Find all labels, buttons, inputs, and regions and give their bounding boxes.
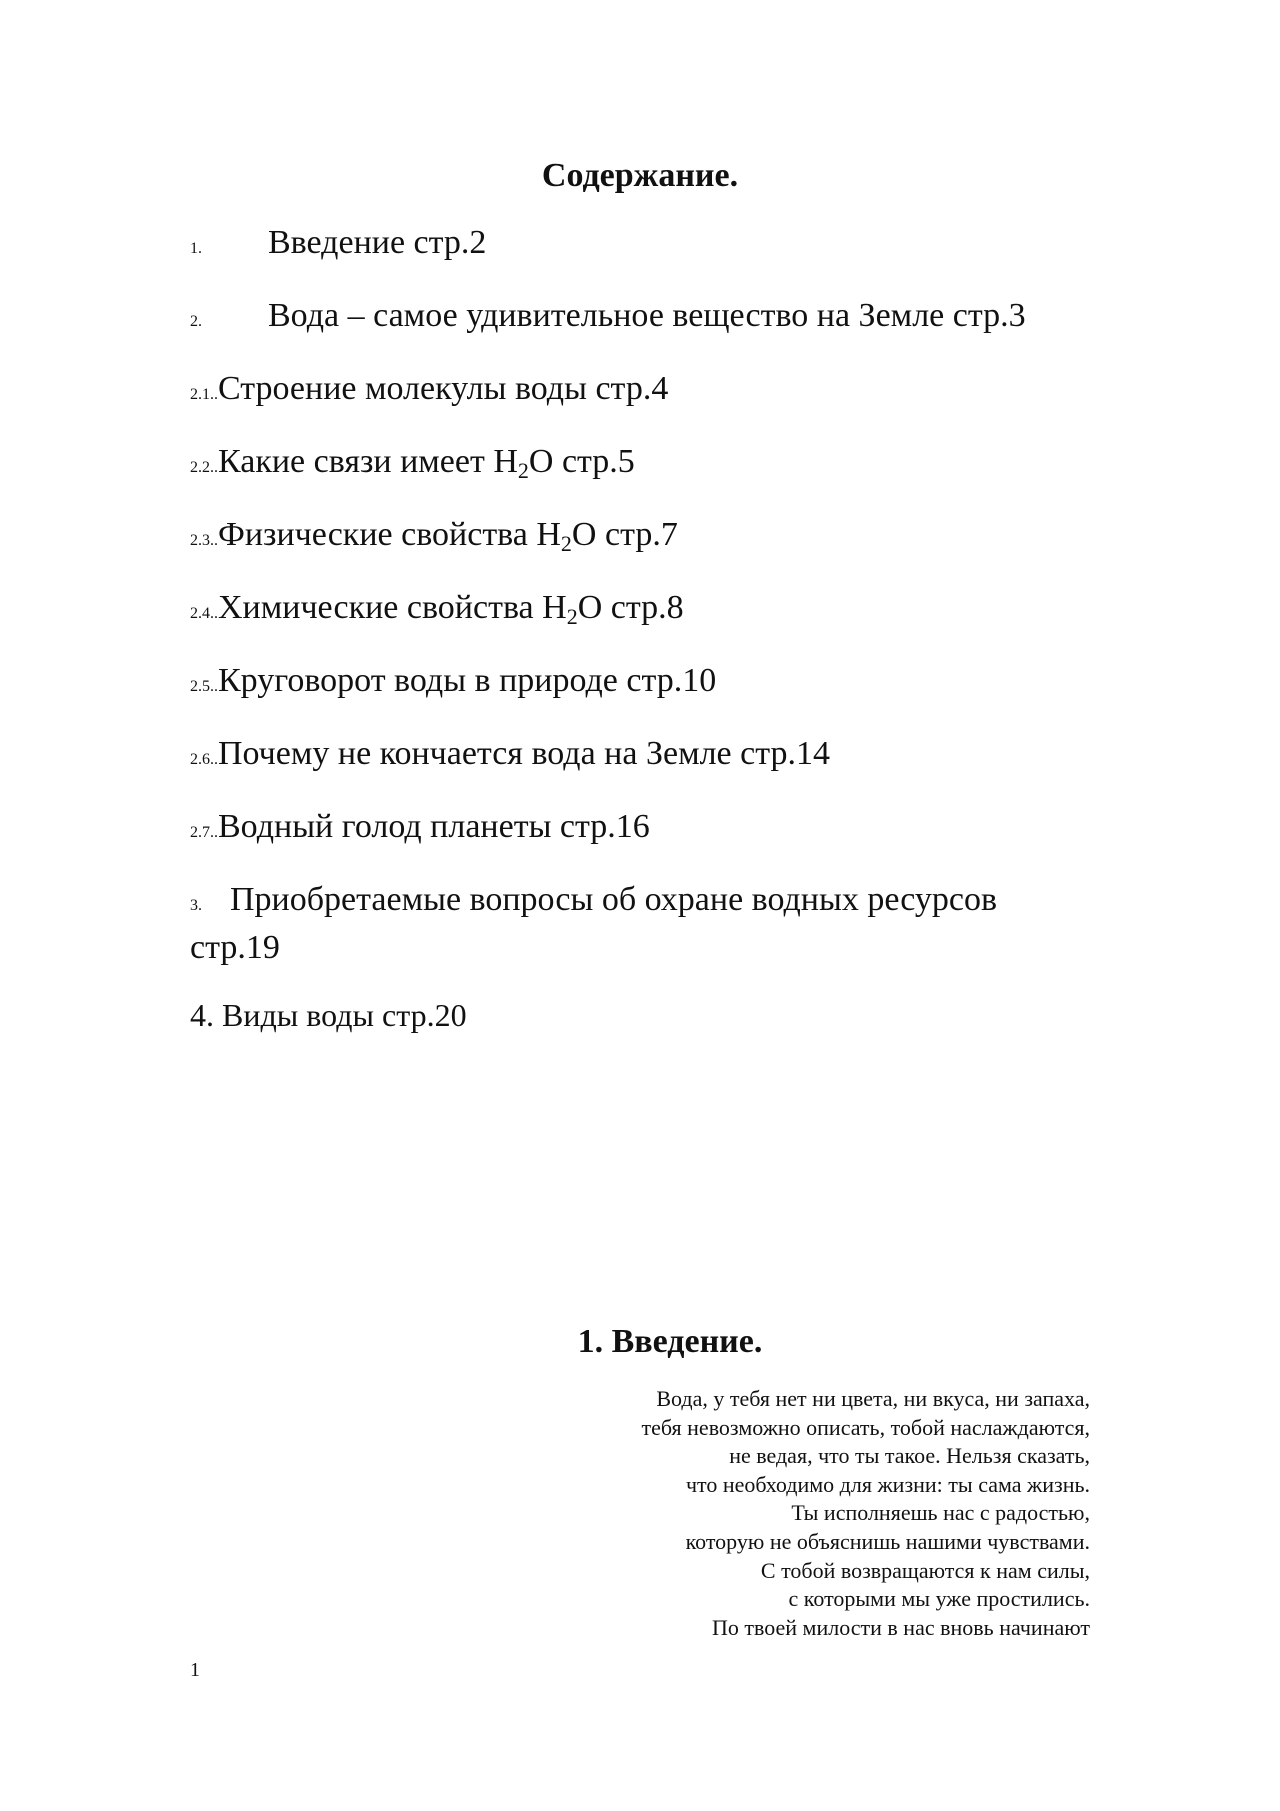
- epigraph: [450, 1385, 1090, 1642]
- toc-item: [190, 368, 1090, 416]
- toc-item-number: 2.5..: [190, 678, 218, 695]
- toc-list: [190, 222, 1090, 1061]
- toc-item-number: 2.3..: [190, 532, 218, 549]
- toc-item-number: 2.4..: [190, 605, 218, 622]
- toc-item-text: Приобретаемые вопросы об охране водных ресурсов стр.19: [190, 881, 998, 966]
- epigraph-line: с которыми мы уже простились.: [788, 1586, 1090, 1612]
- epigraph-line: Ты исполняешь нас с радостью,: [791, 1500, 1090, 1526]
- subscript: 2: [560, 531, 572, 556]
- epigraph-line: С тобой возвращаются к нам силы,: [760, 1557, 1090, 1583]
- toc-item: [190, 587, 1090, 635]
- toc-title: Содержание.: [541, 157, 739, 194]
- toc-item-text-end: O стр.5: [528, 443, 635, 480]
- page-number: 1: [190, 1659, 200, 1681]
- toc-item: [190, 994, 1090, 1036]
- epigraph-line: Вода, у тебя нет ни цвета, ни вкуса, ни запаха,: [656, 1386, 1090, 1411]
- toc-item: [190, 222, 1090, 270]
- epigraph-line: тебя невозможно описать, тобой наслаждаются,: [641, 1414, 1090, 1440]
- toc-item: [190, 806, 1090, 854]
- toc-item-text: Строение молекулы воды стр.4: [218, 370, 669, 407]
- epigraph-line: По твоей милости в нас вновь начинают: [712, 1614, 1090, 1640]
- toc-item-number: 2.: [190, 313, 202, 330]
- section-title: 1. Введение.: [577, 1323, 763, 1360]
- toc-item-text: Круговорот воды в природе стр.10: [218, 662, 717, 699]
- epigraph-line: что необходимо для жизни: ты сама жизнь.: [685, 1471, 1090, 1497]
- toc-item-number: 2.2..: [190, 459, 218, 476]
- toc-item-number: 1.: [190, 240, 202, 257]
- subscript: 2: [566, 604, 578, 629]
- toc-item-number: 2.7..: [190, 824, 218, 841]
- toc-item-number: 2.6..: [190, 751, 218, 768]
- toc-item-text: 4. Виды воды стр.20: [190, 997, 467, 1033]
- toc-item: [190, 733, 1090, 781]
- epigraph-line: которую не объяснишь нашими чувствами.: [685, 1528, 1090, 1554]
- toc-item: [190, 441, 1090, 489]
- toc-item: [190, 514, 1090, 562]
- toc-item-number: 3.: [190, 897, 202, 914]
- toc-item-text-end: O стр.7: [571, 516, 678, 553]
- toc-item: [190, 295, 1090, 343]
- toc-item-number: 2.1..: [190, 386, 218, 403]
- toc-item-text: Введение стр.2: [268, 224, 487, 261]
- epigraph-line: не ведая, что ты такое. Нельзя сказать,: [729, 1443, 1090, 1469]
- toc-item: [190, 879, 1090, 969]
- toc-item-text: Какие связи имеет H: [218, 443, 518, 480]
- toc-item: [190, 660, 1090, 708]
- toc-item-text: Водный голод планеты стр.16: [218, 808, 650, 845]
- subscript: 2: [517, 458, 529, 483]
- toc-item-text: Почему не кончается вода на Земле стр.14: [218, 735, 831, 772]
- toc-item-text: Вода – самое удивительное вещество на Земле стр.3: [268, 297, 1026, 334]
- toc-item-text: Химические свойства H: [218, 589, 567, 626]
- toc-item-text: Физические свойства H: [218, 516, 561, 553]
- toc-item-text-end: O стр.8: [577, 589, 684, 626]
